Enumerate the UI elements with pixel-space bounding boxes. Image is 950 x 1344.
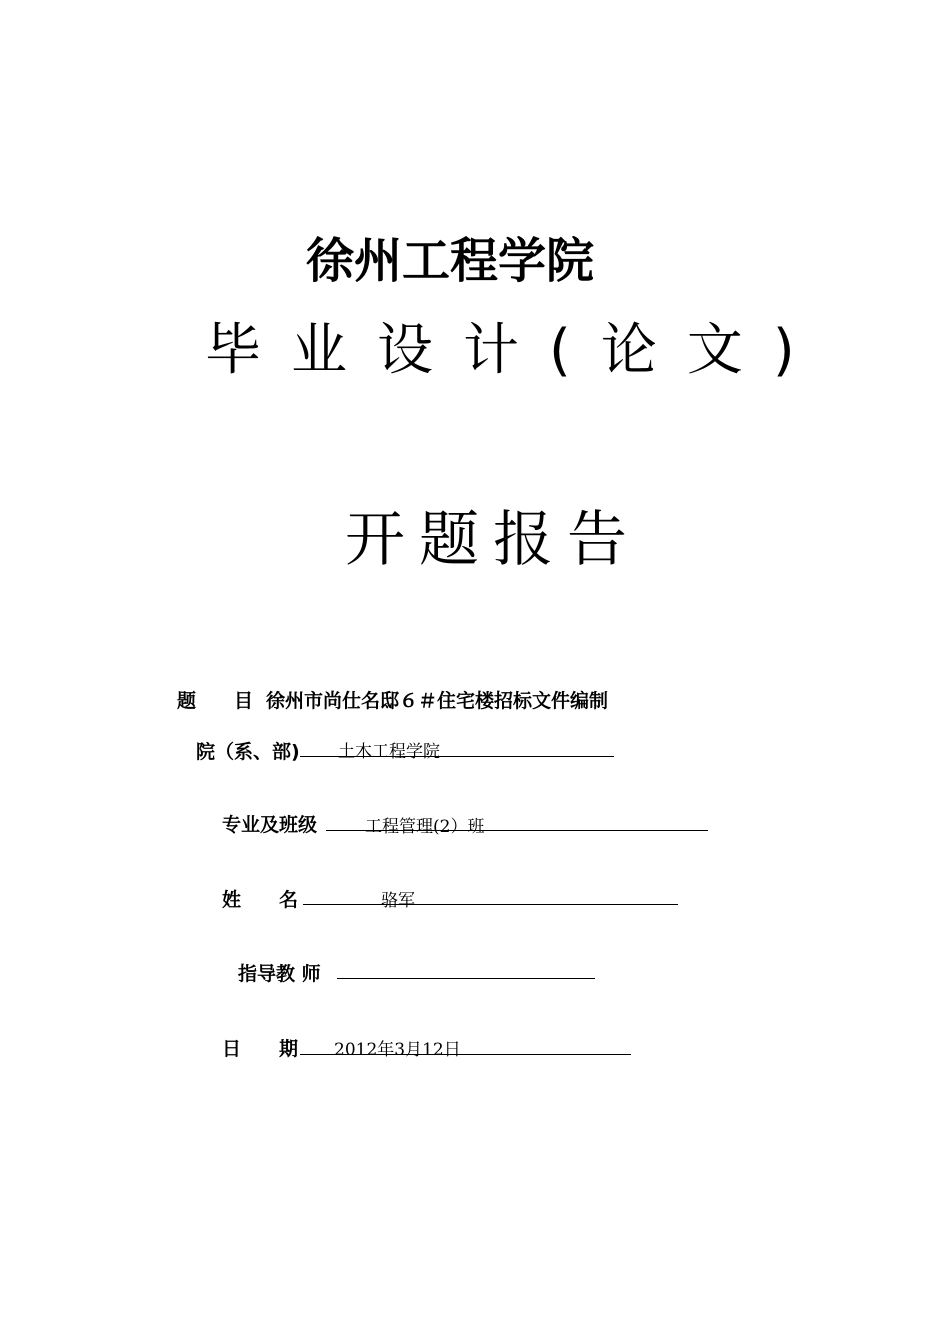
thesis-title: 毕业设计(论文) bbox=[205, 318, 825, 383]
topic-label: 题 目 bbox=[177, 690, 254, 712]
name-value: 骆军 bbox=[381, 891, 415, 911]
college-label: 院（系、部) bbox=[196, 741, 300, 763]
topic-value: 徐州市尚仕名邸６＃住宅楼招标文件编制 bbox=[266, 690, 609, 712]
college-underline bbox=[300, 756, 614, 757]
date-label: 日 期 bbox=[222, 1038, 299, 1060]
name-underline bbox=[303, 904, 678, 905]
school-name bbox=[0, 222, 950, 291]
advisor-label: 指导教 师 bbox=[238, 963, 321, 985]
major-label: 专业及班级 bbox=[222, 814, 318, 836]
school-name-text: 徐州工程学院 bbox=[305, 233, 594, 289]
date-value: 2012年3月12日 bbox=[334, 1040, 461, 1060]
report-title: 开题报告 bbox=[345, 505, 641, 575]
name-label: 姓 名 bbox=[222, 889, 299, 911]
major-value: 工程管理(2）班 bbox=[365, 817, 485, 837]
advisor-underline bbox=[337, 978, 595, 979]
major-underline bbox=[326, 830, 708, 831]
date-underline bbox=[300, 1054, 631, 1055]
college-value: 土木工程学院 bbox=[338, 742, 440, 762]
